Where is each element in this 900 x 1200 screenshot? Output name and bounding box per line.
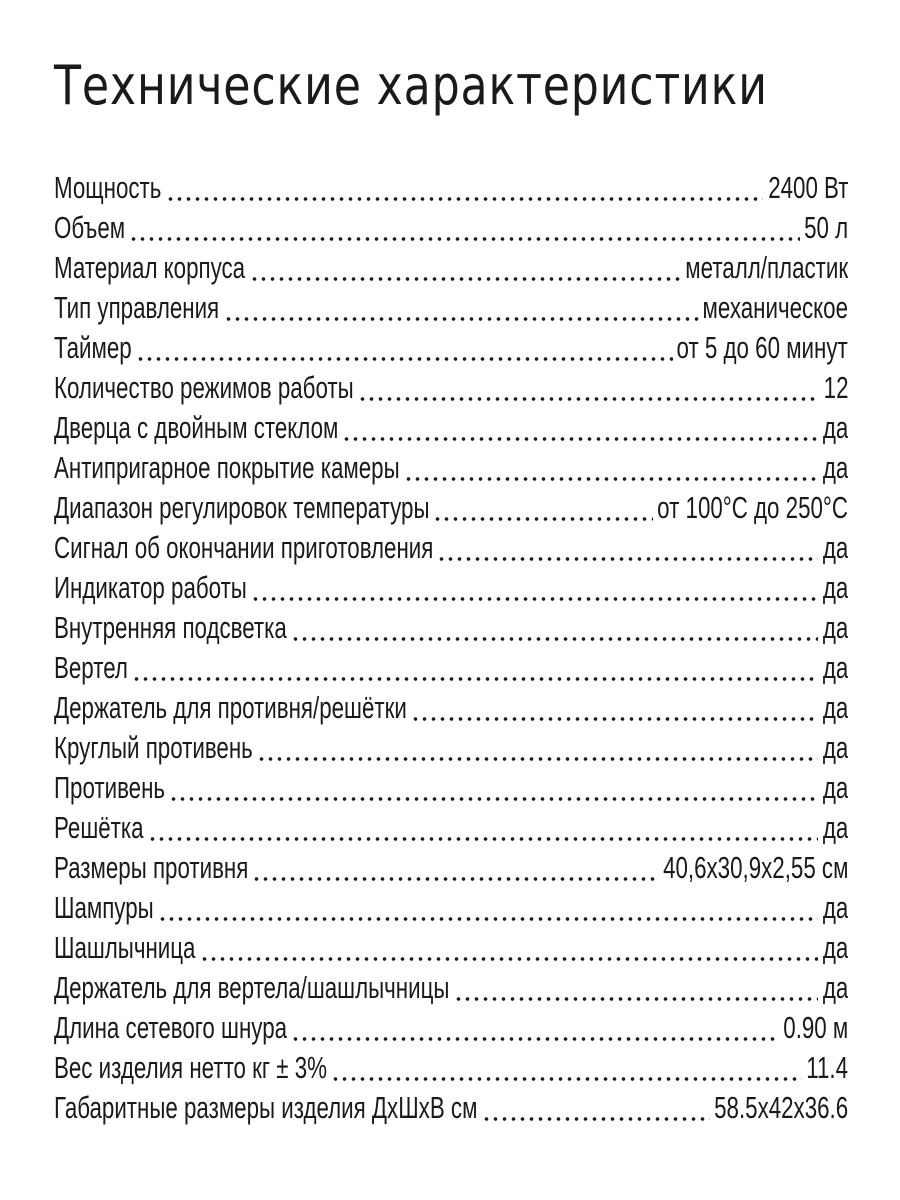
dot-leader <box>224 288 699 328</box>
dot-leader <box>251 568 819 608</box>
dot-leader <box>342 408 818 448</box>
dot-leader <box>129 208 800 248</box>
spec-row <box>54 848 848 888</box>
spec-value: от 100°С до 250°С <box>657 490 848 525</box>
dot-leader <box>358 368 819 408</box>
spec-row <box>54 448 848 488</box>
spec-label: Размеры противня <box>54 850 249 885</box>
dot-leader <box>331 1048 802 1088</box>
spec-value: 40,6х30,9х2,55 см <box>662 850 848 885</box>
spec-value: 12 <box>823 370 848 405</box>
spec-label: Таймер <box>54 330 132 365</box>
dot-leader <box>148 808 818 848</box>
spec-value: да <box>822 810 848 845</box>
spec-label: Материал корпуса <box>54 250 246 285</box>
spec-row <box>54 768 848 808</box>
spec-label: Шашлычница <box>54 930 196 965</box>
dot-leader <box>136 328 674 368</box>
dot-leader <box>169 768 818 808</box>
spec-label: Внутренняя подсветка <box>54 610 287 645</box>
dot-leader <box>166 168 764 208</box>
spec-row <box>54 648 848 688</box>
dot-leader <box>404 448 819 488</box>
spec-row <box>54 728 848 768</box>
dot-leader <box>158 888 818 928</box>
spec-value: да <box>822 570 848 605</box>
spec-value: механическое <box>702 290 848 325</box>
spec-value: да <box>822 610 848 645</box>
spec-row <box>54 328 848 368</box>
spec-row <box>54 168 848 208</box>
dot-leader <box>482 1088 710 1128</box>
spec-value: да <box>822 530 848 565</box>
spec-value: да <box>822 730 848 765</box>
spec-label: Мощность <box>54 170 162 205</box>
spec-label: Держатель для противня/решётки <box>54 690 407 725</box>
spec-row <box>54 568 848 608</box>
spec-row <box>54 808 848 848</box>
spec-row <box>54 528 848 568</box>
dot-leader <box>252 848 658 888</box>
dot-leader <box>454 968 819 1008</box>
dot-leader <box>433 488 653 528</box>
spec-value: 58.5х42х36.6 <box>713 1090 848 1125</box>
spec-label: Объем <box>54 210 126 245</box>
spec-row <box>54 968 848 1008</box>
spec-label: Круглый противень <box>54 730 253 765</box>
spec-label: Решётка <box>54 810 144 845</box>
spec-label: Дверца с двойным стеклом <box>54 410 339 445</box>
spec-label: Габаритные размеры изделия ДхШхВ см <box>54 1090 478 1125</box>
spec-row <box>54 888 848 928</box>
spec-value: да <box>822 690 848 725</box>
spec-row <box>54 368 848 408</box>
spec-value: да <box>822 450 848 485</box>
dot-leader <box>291 608 818 648</box>
spec-label: Длина сетевого шнура <box>54 1010 288 1045</box>
dot-leader <box>200 928 818 968</box>
spec-value: 2400 Вт <box>767 170 848 205</box>
dot-leader <box>291 1008 779 1048</box>
spec-row <box>54 688 848 728</box>
spec-label: Количество режимов работы <box>54 370 354 405</box>
spec-label: Вес изделия нетто кг ± 3% <box>54 1050 327 1085</box>
dot-leader <box>250 248 682 288</box>
spec-label: Диапазон регулировок температуры <box>54 490 430 525</box>
spec-row <box>54 408 848 448</box>
dot-leader <box>257 728 818 768</box>
spec-row <box>54 208 848 248</box>
spec-value: да <box>822 770 848 805</box>
dot-leader <box>132 648 819 688</box>
spec-value: да <box>822 890 848 925</box>
spec-value: 11.4 <box>806 1050 848 1085</box>
page-title: Технические характеристики <box>54 54 768 117</box>
spec-value: да <box>822 650 848 685</box>
spec-label: Сигнал об окончании приготовления <box>54 530 434 565</box>
spec-value: 0.90 м <box>783 1010 848 1045</box>
spec-row <box>54 1088 848 1128</box>
spec-row <box>54 928 848 968</box>
dot-leader <box>437 528 818 568</box>
spec-label: Индикатор работы <box>54 570 247 605</box>
spec-label: Противень <box>54 770 166 805</box>
spec-label: Антипригарное покрытие камеры <box>54 450 400 485</box>
spec-list <box>54 168 848 1128</box>
spec-row <box>54 488 848 528</box>
spec-value: да <box>822 930 848 965</box>
spec-row <box>54 1008 848 1048</box>
spec-value: да <box>822 970 848 1005</box>
spec-row <box>54 248 848 288</box>
spec-label: Вертел <box>54 650 128 685</box>
spec-value: от 5 до 60 минут <box>676 330 848 365</box>
spec-label: Тип управления <box>54 290 220 325</box>
spec-value: да <box>822 410 848 445</box>
spec-row <box>54 608 848 648</box>
spec-label: Шампуры <box>54 890 154 925</box>
spec-row <box>54 1048 848 1088</box>
spec-label: Держатель для вертела/шашлычницы <box>54 970 450 1005</box>
spec-row <box>54 288 848 328</box>
dot-leader <box>411 688 818 728</box>
spec-value: металл/пластик <box>685 250 848 285</box>
spec-value: 50 л <box>803 210 848 245</box>
